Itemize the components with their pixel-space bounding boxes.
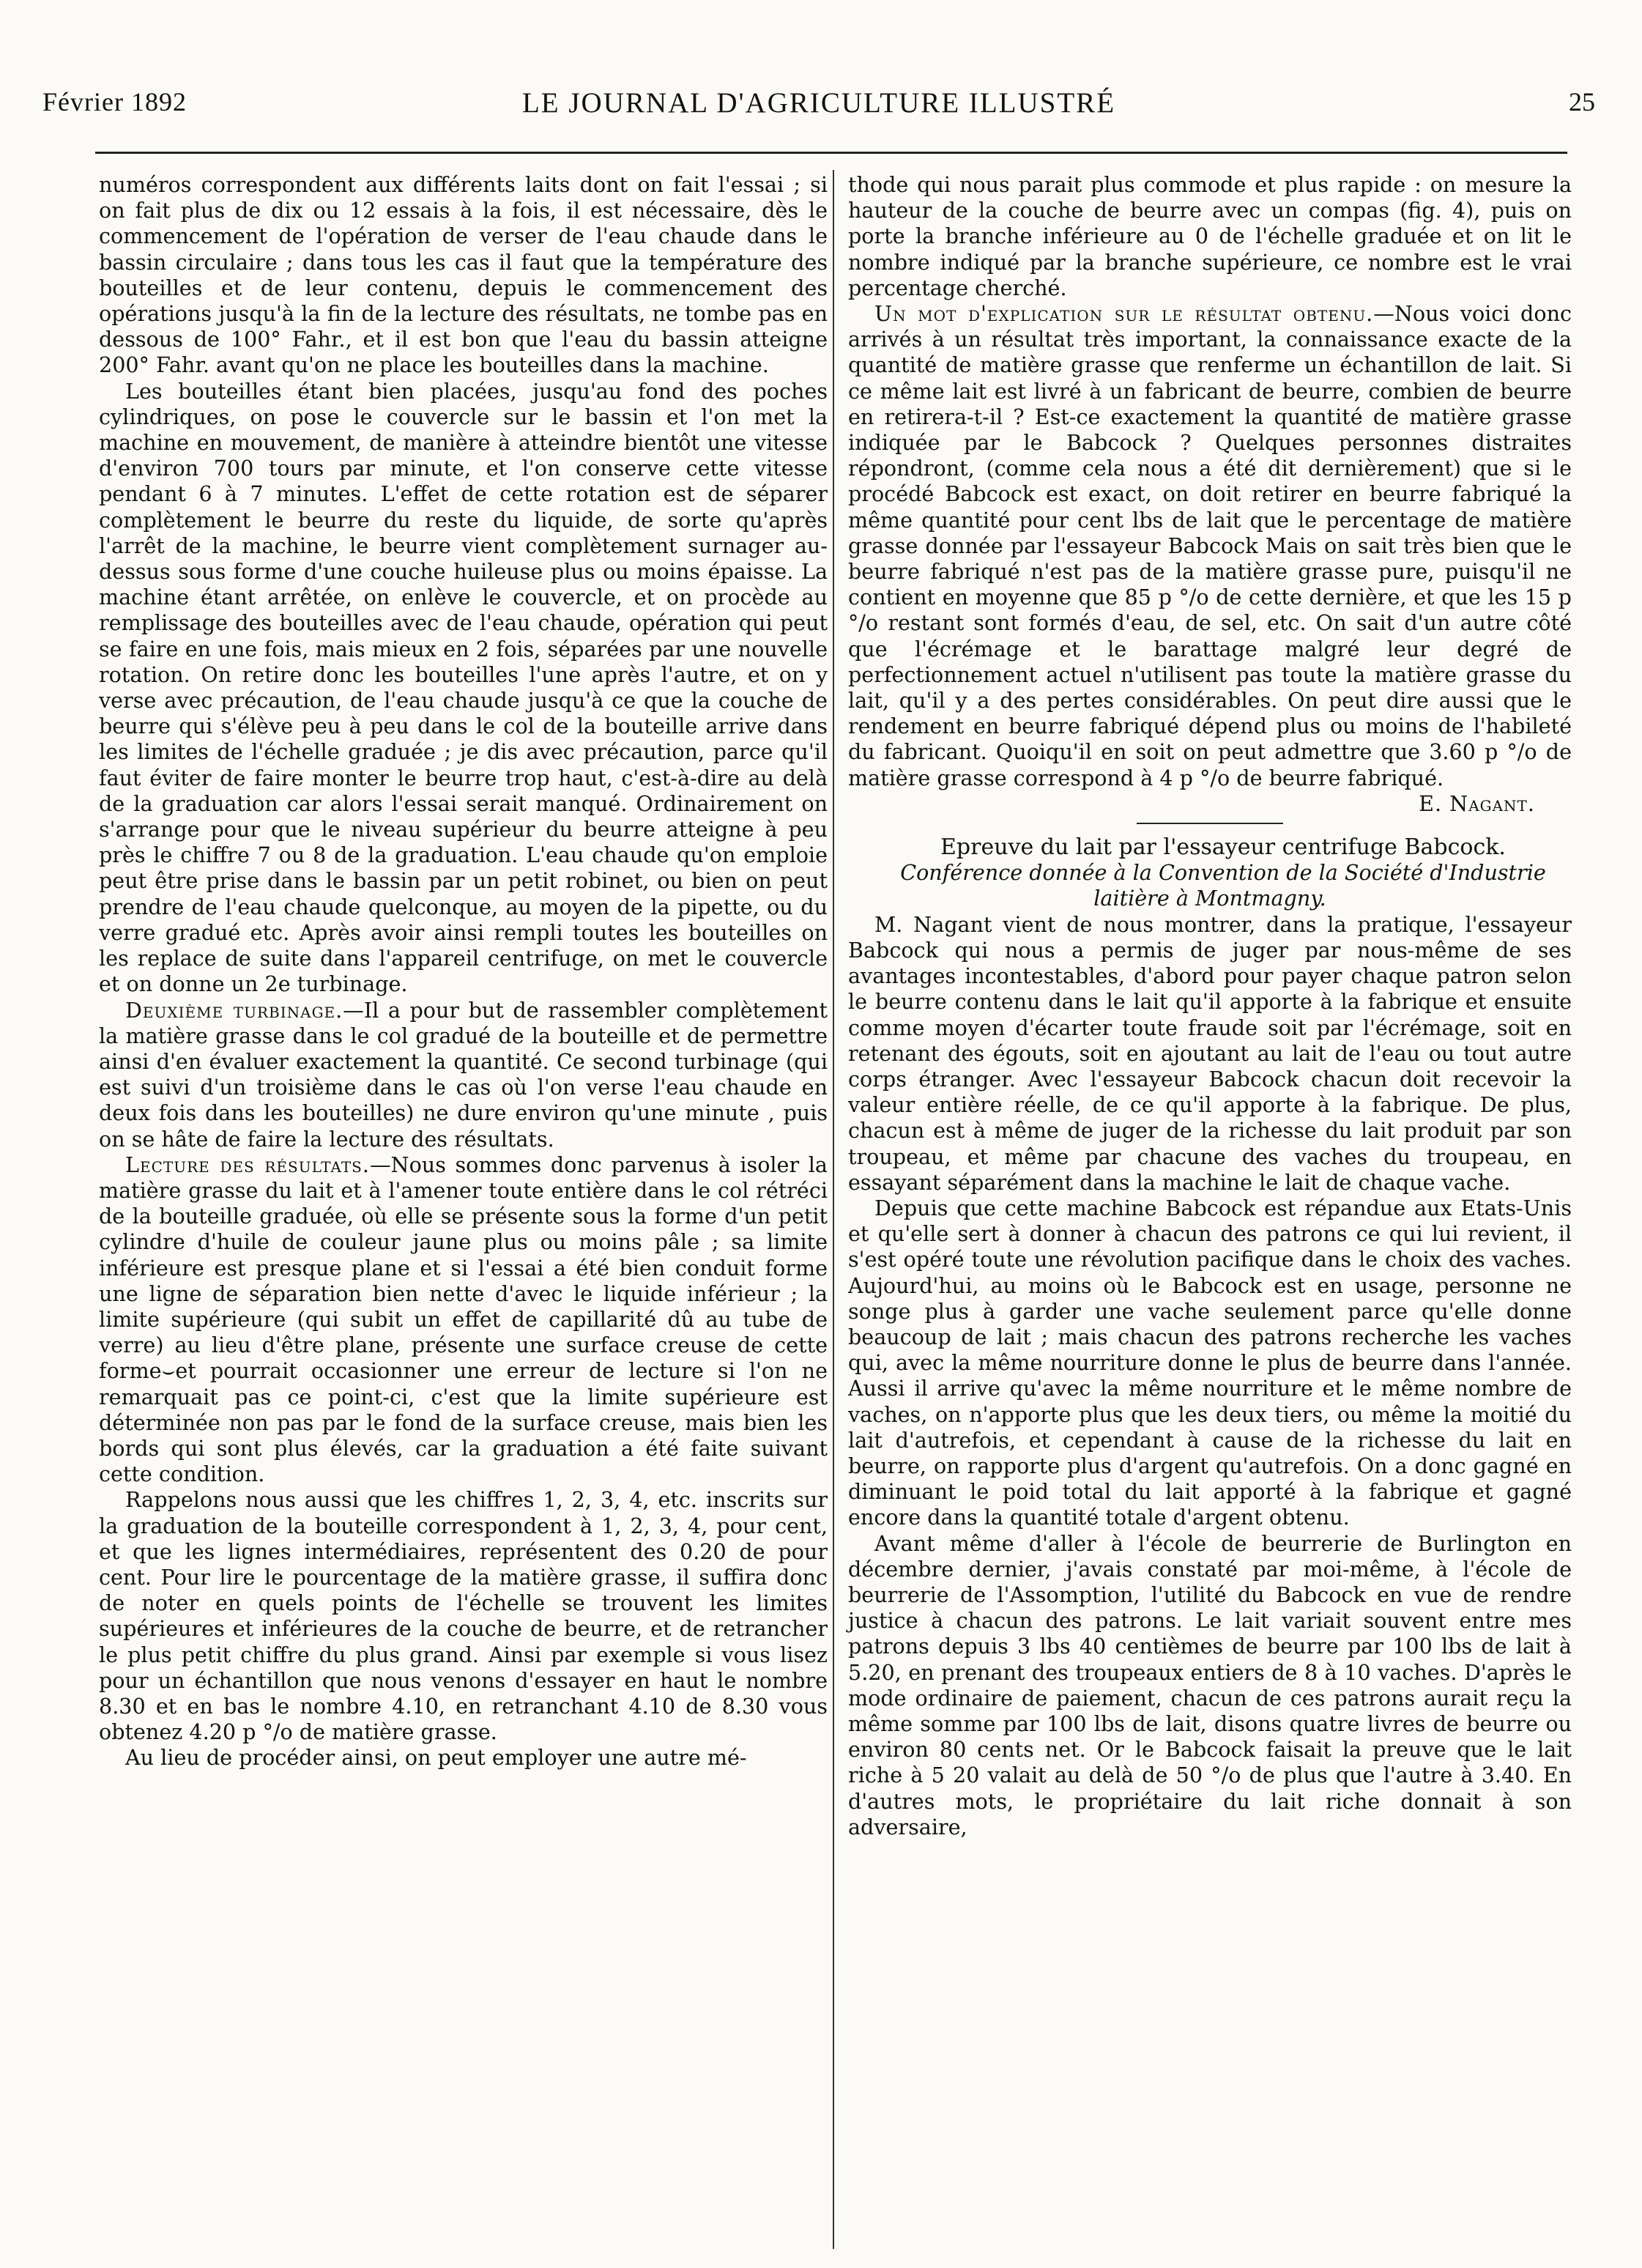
right-column [848,172,1572,1840]
article-title: Epreuve du lait par l'essayeur centrifuge Babcock. [940,834,1506,861]
paragraph: numéros correspondent aux différents laits dont on fait l'essai ; si on fait plus de dix ou 12 essais à la fois, il est nécessaire, dès le commencement de l'opération de verser de l'eau chaude dans le bassin circulaire ; dans tous les cas il faut que la température des bouteilles et de leur contenu, depuis le commencement des opérations jusqu'à la fin de la lecture des résultats, ne tombe pas en dessous de 100° Fahr., et il est bon que l'eau du bassin atteigne 200° Fahr. avant qu'on ne place les bouteilles dans la machine. [99,172,828,378]
header-rule [95,152,1567,154]
paragraph: Au lieu de procéder ainsi, on peut employer une autre mé- [125,1745,747,1771]
article-subtitle-line: Conférence donnée à la Convention de la Société d'Industrie [900,860,1546,886]
paragraph: M. Nagant vient de nous montrer, dans la pratique, l'essayeur Babcock qui nous a permis de juger par nous-même de ses avantages incontestables, d'abord pour payer chaque patron selon le beurre contenu dans le lait qu'il apporte à la fabrique et ensuite comme moyen d'écarter toute fraude soit par l'écrémage, soit en retenant des égouts, soit en ajoutant au lait de l'eau ou tout autre corps étranger. Avec l'essayeur Babcock chacun doit recevoir la valeur entière réelle, de ce qu'il apporte à la fabrique. De plus, chacun est à même de juger de la richesse du lait produit par son troupeau, et même par chacune des vaches du troupeau, en essayant séparément dans la machine le lait de chaque vache. [848,911,1572,1195]
paragraph: Rappelons nous aussi que les chiffres 1, 2, 3, 4, etc. inscrits sur la graduation de la bouteille correspondent à 1, 2, 3, 4, pour cent, et que les lignes intermédiaires, représentent des 0.20 de pour cent. Pour lire le pourcentage de la matière grasse, il suffira donc de noter en quels points de l'échelle se trouvent les limites supérieures et inférieures de la couche de beurre, et de retrancher le plus petit chiffre du plus grand. Ainsi par exemple si vous lisez pour un échantillon que nous venons d'essayer en haut le nombre 8.30 et en bas le nombre 4.10, en retranchant 4.10 de 8.30 vous obtenez 4.20 p °/o de matière grasse. [99,1487,828,1745]
running-header [42,86,1595,130]
paragraph: thode qui nous parait plus commode et plus rapide : on mesure la hauteur de la couche de beurre avec un compas (fig. 4), puis on porte la branche inférieure au 0 de l'échelle graduée et on lit le nombre indiqué par la branche supérieure, ce nombre est le vrai percentage cherché. [848,172,1572,300]
section-heading: Lecture des résultats. [125,1152,370,1177]
issue-date: Février 1892 [42,87,187,116]
article-subtitle [848,860,1572,911]
journal-title: LE JOURNAL D'AGRICULTURE ILLUSTRÉ [521,87,1116,119]
paragraph [99,1152,828,1488]
paragraph: Avant même d'aller à l'école de beurrerie de Burlington en décembre dernier, j'avais constaté par moi-même, à l'école de beurrerie de l'Assomption, l'utilité du Babcock en vue de rendre justice à chacun des patrons. Le lait variait souvent entre mes patrons depuis 3 lbs 40 centièmes de beurre par 100 lbs de lait à 5.20, en prenant des troupeaux entiers de 8 à 10 vaches. D'après le mode ordinaire de paiement, chacun de ces patrons aurait reçu la même somme par 100 lbs de lait, disons quatre livres de beurre ou environ 80 cents net. Or le Babcock faisait la preuve que le lait riche à 5 20 valait au delà de 50 °/o de plus que l'autre à 3.40. En d'autres mots, le propriétaire du lait riche donnait à son adversaire, [848,1530,1572,1839]
column-rule [833,170,834,2249]
paragraph [848,301,1572,791]
article-subtitle-line: laitière à Montmagny. [1093,886,1326,911]
paragraph: Les bouteilles étant bien placées, jusqu'au fond des poches cylindriques, on pose le couvercle sur le bassin et l'on met la machine en mouvement, de manière à atteindre bientôt une vitesse d'environ 700 tours par minute, et l'on conserve cette vitesse pendant 6 à 7 minutes. L'effet de cette rotation est de séparer complètement le beurre du reste du liquide, de sorte qu'après l'arrêt de la machine, le beurre vient complètement surnager au-dessus sous forme d'une couche huileuse plus ou moins épaisse. La machine étant arrêtée, on enlève le couvercle, et on procède au remplissage des bouteilles avec de l'eau chaude, opération qui peut se faire en une fois, mais mieux en 2 fois, séparées par une nouvelle rotation. On retire donc les bouteilles l'une après l'autre, et on y verse avec précaution, de l'eau chaude jusqu'à ce que la couche de beurre qui s'élève peu à peu dans le col de la bouteille arrive dans les limites de l'échelle graduée ; je dis avec précaution, parce qu'il faut éviter de faire monter le beurre trop haut, c'est-à-dire au delà de la graduation car alors l'essai serait manqué. Ordinairement on s'arrange pour que le niveau supérieur du beurre atteigne à peu près le chiffre 7 ou 8 de la graduation. L'eau chaude qu'on emploie peut être prise dans le bassin par un petit robinet, ou bien on peut prendre de l'eau chaude quelconque, au moyen de la pipette, ou du verre gradué etc. Après avoir ainsi rempli toutes les bouteilles on les replace de suite dans l'appareil centrifuge, on met le couvercle et on donne un 2e turbinage. [99,378,828,997]
author-signature: E. Nagant. [1419,790,1535,816]
page-number: 25 [1569,87,1595,116]
section-heading: Deuxième turbinage. [125,997,343,1023]
article-divider [1137,823,1283,824]
paragraph: Depuis que cette machine Babcock est répandue aux Etats-Unis et qu'elle sert à donner à chacun des patrons ce qui lui revient, il s'est opéré toute une révolution pacifique dans le choix des vaches. Aujourd'hui, au moins où le Babcock est en usage, personne ne songe plus à garder une vache seulement parce qu'elle donne beaucoup de lait ; mais chacun des patrons recherche les vaches qui, avec la même nourriture donne le plus de beurre dans l'année. Aussi il arrive qu'avec la même nourriture et le même nombre de vaches, on n'apporte plus que les deux tiers, ou même la moitié du lait d'autrefois, et cependant à cause de la richesse du lait en beurre, on rapporte plus d'argent qu'autrefois. On a donc gagné en diminuant le poid total du lait apporté à la fabrique et gagné encore dans la quantité totale d'argent obtenu. [848,1195,1572,1530]
left-column [99,172,828,1771]
paragraph-text: —Nous voici donc arrivés à un résultat très important, la connaissance exacte de la quantité de matière grasse que renferme un échantillon de lait. Si ce même lait est livré à un fabricant de beurre, combien de beurre en retirera-t-il ? Est-ce exactement la quantité de matière grasse indiquée par le Babcock ? Quelques personnes distraites répondront, (comme cela nous a été dit dernièrement) que si le procédé Babcock est exact, on doit retirer en beurre fabriqué la même quantité pour cent lbs de lait que le percentage de matière grasse donnée par l'essayeur Babcock Mais on sait très bien que le beurre fabriqué n'est pas de la matière grasse pure, puisqu'il ne contient en moyenne que 85 p °/o de cette dernière, et que les 15 p °/o restant sont formés d'eau, de sel, etc. On sait d'un autre côté que l'écrémage et le barattage malgré leur degré de perfectionnement actuel n'utilisent pas toute la matière grasse du lait, qu'il y a des pertes considérables. On peut dire aussi que le rendement en beurre fabriqué dépend plus ou moins de l'habileté du fabricant. Quoiqu'il en soit on peut admettre que 3.60 p °/o de matière grasse correspond à 4 p °/o de beurre fabriqué. [848,301,1572,790]
paragraph-text: —Il a pour but de rassembler complètement la matière grasse dans le col gradué de la bouteille et de permettre ainsi d'en évaluer exactement la quantité. Ce second turbinage (qui est suivi d'un troisième dans le cas où l'on verse l'eau chaude en deux fois dans les bouteilles) ne dure environ qu'une minute , puis on se hâte de faire la lecture des résultats. [99,997,828,1152]
paragraph-text: —Nous sommes donc parvenus à isoler la matière grasse du lait et à l'amener toute entière dans le col rétréci de la bouteille graduée, où elle se présente sous la forme d'un petit cylindre d'huile de couleur jaune plus ou moins pâle ; sa limite inférieure est presque plane et si l'essai a été bien conduit forme une ligne de séparation bien nette d'avec le liquide inférieur ; la limite supérieure (qui subit un effet de capillarité dû au tube de verre) au lieu d'être plane, présente une surface creuse de cette forme⌣et pourrait occasionner une erreur de lecture si l'on ne remarquait pas ce point-ci, c'est que la limite supérieure est déterminée non pas par le fond de la surface creuse, mais bien les bords qui sont plus élevés, car la graduation a été faite suivant cette condition. [99,1152,828,1487]
paragraph [99,998,828,1152]
section-heading: Un mot d'explication sur le résultat obtenu. [874,301,1374,327]
